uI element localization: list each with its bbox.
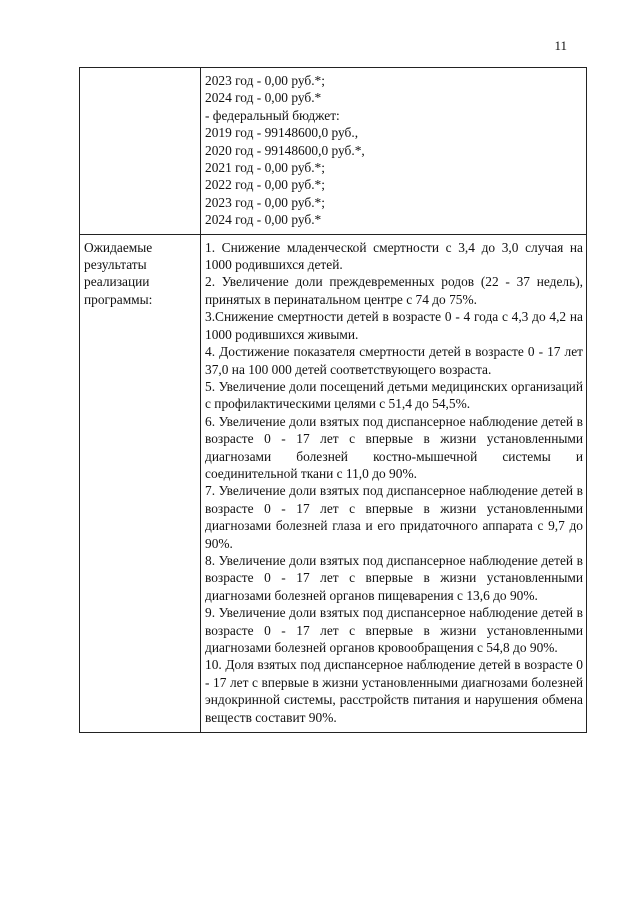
page-number: 11 bbox=[554, 38, 567, 53]
row-label-line: программы: bbox=[84, 291, 153, 307]
funding-line: 2024 год - 0,00 руб.* bbox=[205, 212, 322, 228]
result-item: 5. Увеличение доли посещений детьми медицинских организаций с профилактическими целями с 51,4 до 54,5%. bbox=[205, 378, 583, 412]
row-label-line: Ожидаемые bbox=[84, 239, 153, 255]
program-table bbox=[79, 67, 587, 733]
result-item: 2. Увеличение доли преждевременных родов (22 - 37 недель), принятых в перинатальном центре с 74 до 75%. bbox=[205, 274, 583, 307]
result-item: 10. Доля взятых под диспансерное наблюдение детей в возрасте 0 - 17 лет с впервые в жизни установленными диагнозами болезней эндокринной системы, расстройств питания и нарушения обмена веществ составит 90%. bbox=[205, 657, 583, 725]
result-item: 4. Достижение показателя смертности детей в возрасте 0 - 17 лет 37,0 на 100 000 детей соответствующего возраста. bbox=[205, 344, 583, 377]
result-item: 8. Увеличение доли взятых под диспансерное наблюдение детей в возрасте 0 - 17 лет с впервые в жизни установленными диагнозами болезней органов пищеварения с 13,6 до 90%. bbox=[205, 552, 583, 603]
funding-line: 2023 год - 0,00 руб.*; bbox=[205, 73, 325, 88]
result-item: 6. Увеличение доли взятых под диспансерное наблюдение детей в возрасте 0 - 17 лет с впервые в жизни установленными диагнозами болезней костно-мышечной системы и соединительной ткани с 11,0 до 90%. bbox=[205, 413, 583, 481]
funding-content-cell bbox=[201, 68, 587, 235]
row-label-line: результаты bbox=[84, 257, 147, 273]
row-label-line: реализации bbox=[84, 274, 150, 290]
result-item: 7. Увеличение доли взятых под диспансерное наблюдение детей в возрасте 0 - 17 лет с впервые в жизни установленными диагнозами болезней глаза и его придаточного аппарата с 9,7 до 90%. bbox=[205, 483, 583, 551]
funding-label-cell bbox=[80, 68, 201, 235]
expected-results-label-cell bbox=[80, 234, 201, 732]
result-item: 9. Увеличение доли взятых под диспансерное наблюдение детей в возрасте 0 - 17 лет с впервые в жизни установленными диагнозами болезней органов кровообращения с 54,8 до 90%. bbox=[205, 605, 583, 655]
funding-line: 2020 год - 99148600,0 руб.*, bbox=[205, 142, 365, 158]
result-item: 1. Снижение младенческой смертности с 3,4 до 3,0 случая на 1000 родившихся детей. bbox=[205, 239, 583, 273]
expected-results-content-cell bbox=[201, 234, 587, 732]
funding-line: - федеральный бюджет: bbox=[205, 107, 340, 123]
funding-line: 2022 год - 0,00 руб.*; bbox=[205, 177, 325, 193]
funding-line: 2023 год - 0,00 руб.*; bbox=[205, 194, 325, 210]
funding-line: 2021 год - 0,00 руб.*; bbox=[205, 160, 325, 176]
table-row-funding bbox=[80, 68, 587, 235]
result-item: 3.Снижение смертности детей в возрасте 0 - 4 года с 4,3 до 4,2 на 1000 родившихся живыми. bbox=[205, 309, 583, 342]
funding-line: 2024 год - 0,00 руб.* bbox=[205, 90, 322, 106]
funding-line: 2019 год - 99148600,0 руб., bbox=[205, 125, 359, 141]
table-row-expected-results bbox=[80, 234, 587, 732]
